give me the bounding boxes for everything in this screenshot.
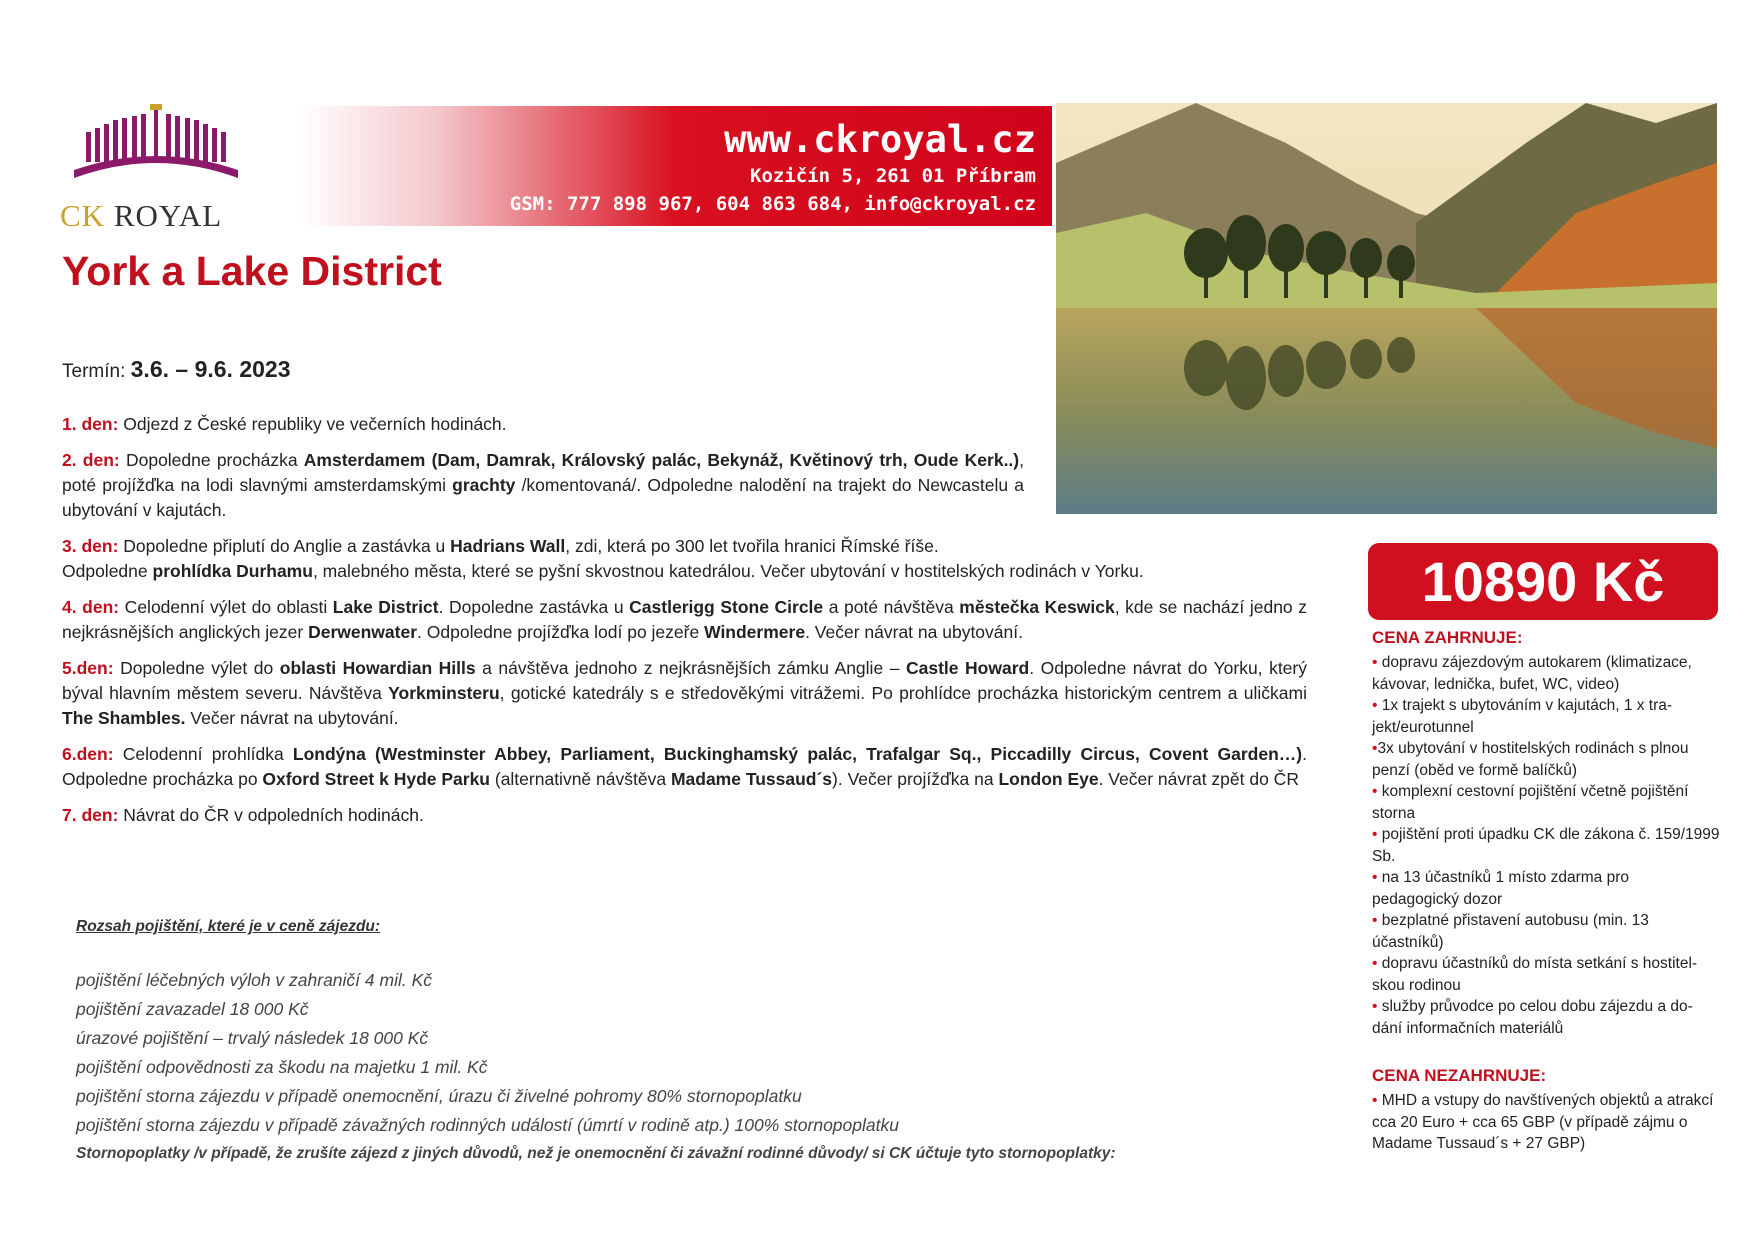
day-text: Odpoledne [62,561,153,581]
day-text: . Odpoledne projížďka lodí po jezeře [417,622,705,642]
itinerary [62,412,1307,839]
included-item-text: pojištění proti úpadku CK dle zákona č. 159/1999 Sb. [1372,826,1720,865]
day-text: Večer návrat na ubytování. [185,708,399,728]
company-contact: GSM: 777 898 967, 604 863 684, info@ckroyal.cz [509,193,1036,215]
day-text: (alternativně návštěva [490,769,671,789]
day-label: 4. den: [62,597,120,617]
storno-note: Stornopoplatky /v případě, že zrušíte zájezd z jiných důvodů, než je onemocnění či závažní rodinné důvody/ si CK účtuje tyto stornopoplatky: [76,1145,1116,1162]
included-item-text: dopravu účastníků do místa setkání s hostitel-skou rodinou [1372,955,1698,994]
company-logo [60,100,260,235]
day-label: 6.den: [62,744,114,764]
included-item-text: 3x ubytování v hostitelských rodinách s plnou penzí (oběd ve formě balíčků) [1372,740,1689,779]
included-list [1372,652,1720,1039]
trip-term [62,356,291,383]
day-highlight: London Eye [998,769,1099,789]
bullet-icon: • [1372,869,1382,886]
insurance-heading: Rozsah pojištění, které je v ceně zájezdu: [76,918,381,935]
term-value: 3.6. – 9.6. 2023 [130,356,291,382]
insurance-list [76,966,899,1140]
included-item [1372,996,1720,1039]
itinerary-day-2 [62,448,1024,523]
included-item [1372,781,1720,824]
bullet-icon: • [1372,654,1382,671]
itinerary-day-3 [62,534,1307,584]
included-item [1372,910,1720,953]
logo-royal-text: ROYAL [113,198,223,233]
itinerary-day-7 [62,803,1307,828]
bullet-icon: • [1372,998,1382,1015]
bullet-icon: • [1372,955,1382,972]
day-text: , poté projížďka na lodi slavnými amsterdamskými [62,450,1024,495]
day-text: , zdi, která po 300 let tvořila hranici Římské říše. [565,536,939,556]
bullet-icon: • [1372,740,1378,757]
included-item [1372,867,1720,910]
website-url[interactable]: www.ckroyal.cz [724,118,1036,161]
included-item-text: dopravu zájezdovým autokarem (klimatizace, kávovar, lednička, bufet, WC, video) [1372,654,1692,693]
excluded-list [1372,1090,1720,1155]
crown-logo-icon [60,100,260,195]
day-text: . Dopoledne zastávka u [438,597,630,617]
term-label: Termín: [62,361,126,382]
day-text: Celodenní výlet do oblasti [119,597,333,617]
day-highlight: Derwenwater [308,622,418,642]
itinerary-day-1 [62,412,1307,437]
bullet-icon: • [1372,783,1382,800]
day-text: , malebného města, které se pyšní skvostnou katedrálou. Večer ubytování v hostitelských rodinách v Yorku. [312,561,1144,581]
bullet-icon: • [1372,697,1382,714]
day-highlight: The Shambles. [62,708,186,728]
page-title: York a Lake District [62,248,442,294]
included-item-text: na 13 účastníků 1 místo zdarma pro pedagogický dozor [1372,869,1630,908]
day-text: Dopoledne připlutí do Anglie a zastávka u [118,536,451,556]
day-highlight: Yorkminsteru [388,683,500,703]
day-text: /komentovaná/. Odpoledne nalodění na trajekt do Newcastelu a ubytování v kajutách. [62,475,1024,520]
day-text: . Večer návrat na ubytování. [805,622,1023,642]
day-highlight: Castle Howard [905,658,1030,678]
insurance-item: úrazové pojištění – trvalý následek 18 000 Kč [76,1028,429,1048]
day-text: , gotické katedrály s e středověkými vitrážemi. Po prohlídce procházka historickým centrem a uličkami [499,683,1307,703]
insurance-item: pojištění storna zájezdu v případě onemocnění, úrazu či živelné pohromy 80% stornopoplatku [76,1086,802,1106]
day-label: 2. den: [62,450,120,470]
day-highlight: Hadrians Wall [450,536,566,556]
included-item-text: komplexní cestovní pojištění včetně pojištění storna [1372,783,1689,822]
itinerary-day-4 [62,595,1307,645]
insurance-item: pojištění léčebných výloh v zahraničí 4 mil. Kč [76,970,432,990]
included-item [1372,695,1720,738]
excluded-item-text: MHD a vstupy do navštívených objektů a atrakcí cca 20 Euro + cca 65 GBP (v případě zájmu o Madame Tussaud´s + 27 GBP) [1372,1092,1714,1152]
day-text: a návštěva jednoho z nejkrásnějších zámku Anglie – [475,658,906,678]
included-item [1372,738,1720,781]
day-highlight: grachty [452,475,516,495]
included-heading: CENA ZAHRNUJE: [1372,628,1523,647]
excluded-item [1372,1090,1720,1155]
day-highlight: oblasti Howardian Hills [279,658,476,678]
day-text: Celodenní prohlídka [113,744,293,764]
day-highlight: Londýna (Westminster Abbey, Parliament, Buckinghamský palác, Trafalgar Sq., Piccadilly Circus, Covent Garden…) [292,744,1303,764]
day-highlight: Amsterdamem (Dam, Damrak, Královský palác, Bekynáž, Květinový trh, Oude Kerk..) [303,450,1020,470]
price-badge: 10890 Kč [1368,543,1718,620]
day-label: 7. den: [62,805,119,825]
day-text: Návrat do ČR v odpoledních hodinách. [118,805,424,825]
day-highlight: Windermere [704,622,806,642]
insurance-item: pojištění storna zájezdu v případě závažných rodinných událostí (úmrtí v rodině atp.) 100% stornopoplatku [76,1115,899,1135]
contact-banner [300,106,1052,226]
included-item [1372,652,1720,695]
day-text: a poté návštěva [823,597,960,617]
included-item-text: bezplatné přistavení autobusu (min. 13 účastníků) [1372,912,1649,951]
included-item-text: 1x trajekt s ubytováním v kajutách, 1 x tra-jekt/eurotunnel [1372,697,1673,736]
day-highlight: městečka Keswick [959,597,1115,617]
day-text: . Odpoledne procházka po [62,744,1307,789]
logo-ck-text: CK [60,198,106,233]
day-text: Dopoledne procházka [119,450,304,470]
company-address: Kozičín 5, 261 01 Příbram [750,165,1036,187]
day-label: 1. den: [62,414,119,434]
day-text: Odjezd z České republiky ve večerních hodinách. [118,414,507,434]
day-text: . Večer návrat zpět do ČR [1098,769,1299,789]
bullet-icon: • [1372,912,1382,929]
bullet-icon: • [1372,826,1382,843]
day-highlight: prohlídka Durhamu [152,561,313,581]
itinerary-day-6 [62,742,1307,792]
day-text: ). Večer projížďka na [832,769,999,789]
logo-wordmark [60,198,222,234]
day-text: . Odpoledne návrat do Yorku, který býval hlavním městem severu. Návštěva [62,658,1307,703]
day-label: 3. den: [62,536,119,556]
day-highlight: Madame Tussaud´s [670,769,833,789]
day-text: , kde se nachází jedno z nejkrásnějších anglických jezer [62,597,1307,642]
insurance-item: pojištění zavazadel 18 000 Kč [76,999,309,1019]
included-item [1372,953,1720,996]
included-item-text: služby průvodce po celou dobu zájezdu a do-dání informačních materiálů [1372,998,1693,1037]
day-highlight: Lake District [332,597,439,617]
day-highlight: Castlerigg Stone Circle [629,597,824,617]
excluded-heading: CENA NEZAHRNUJE: [1372,1066,1547,1085]
included-item [1372,824,1720,867]
day-highlight: Oxford Street k Hyde Parku [262,769,490,789]
insurance-item: pojištění odpovědnosti za škodu na majetku 1 mil. Kč [76,1057,488,1077]
itinerary-day-5 [62,656,1307,731]
bullet-icon: • [1372,1092,1382,1109]
day-label: 5.den: [62,658,114,678]
day-text: Dopoledne výlet do [113,658,280,678]
